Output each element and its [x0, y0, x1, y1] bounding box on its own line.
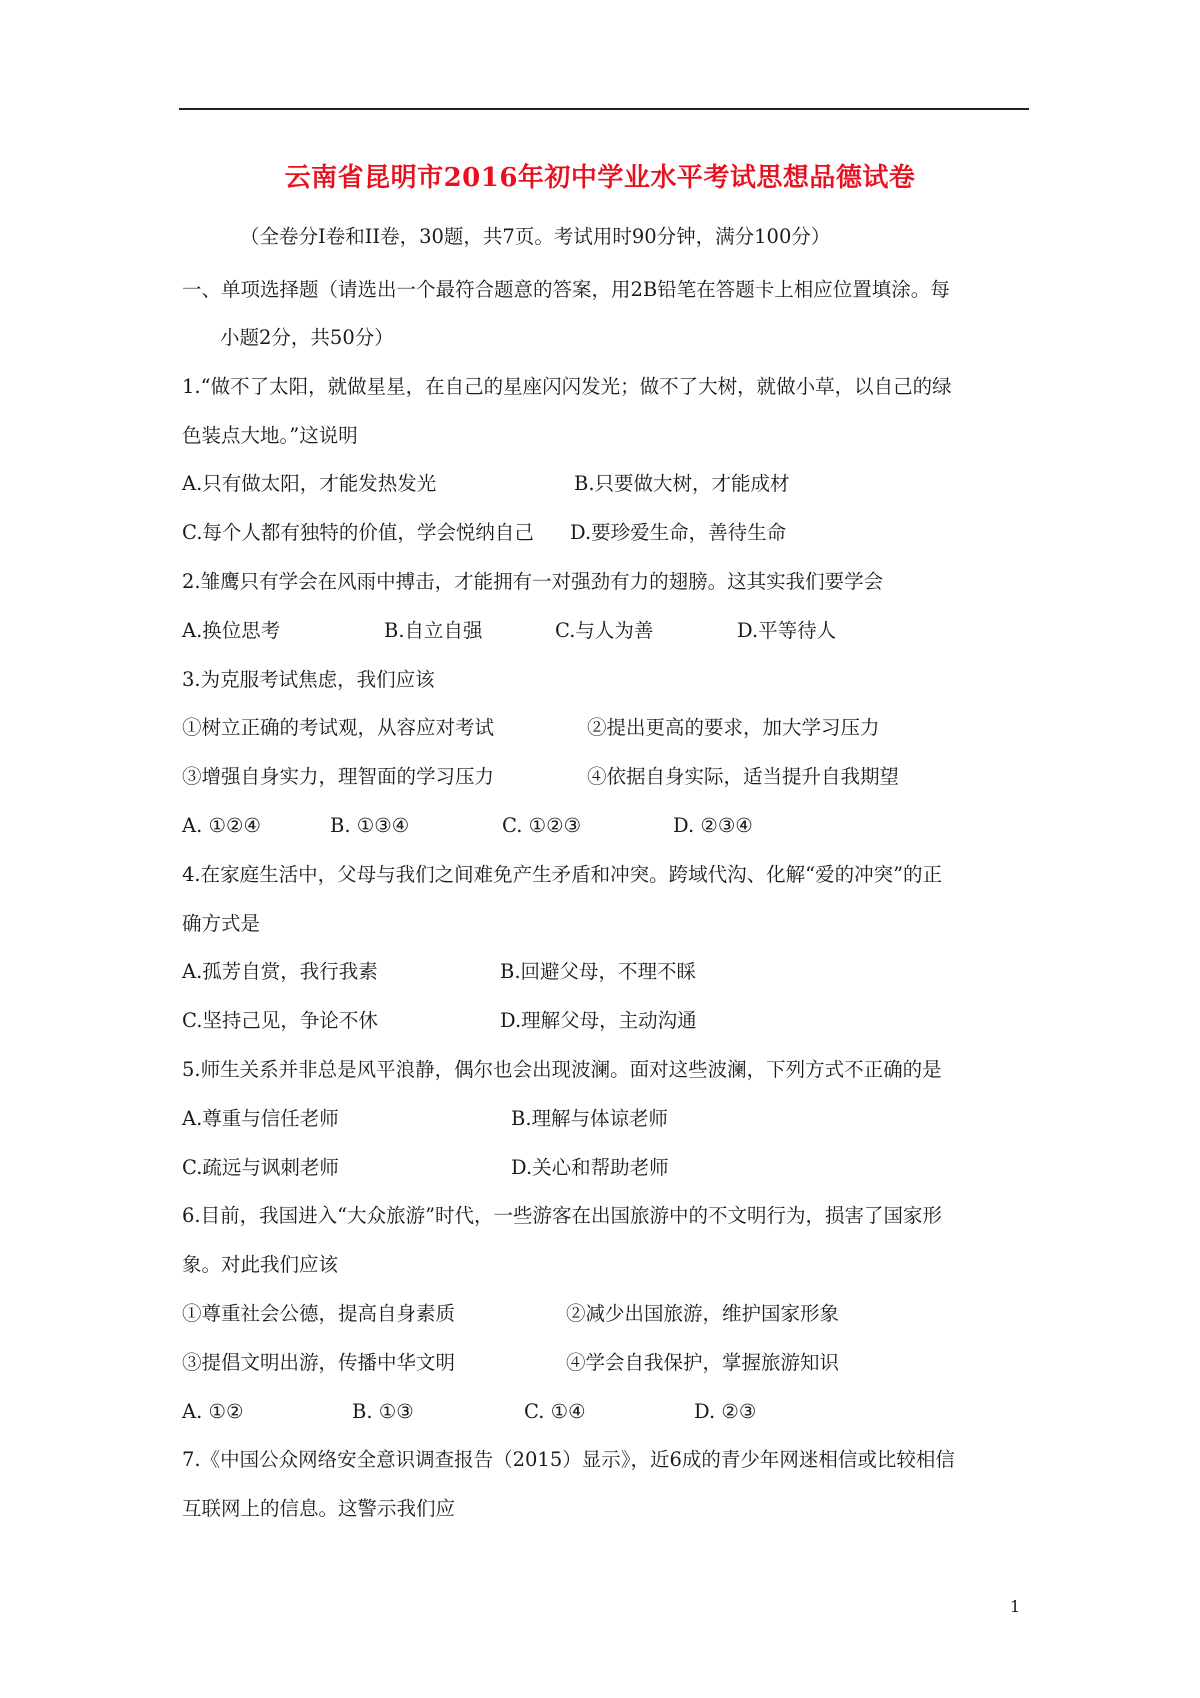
page-title: 云南省昆明市2016年初中学业水平考试思想品德试卷 [284, 163, 916, 193]
question-7-stem: 7.《中国公众网络安全意识调查报告（2015）显示》，近6成的青少年网迷相信或比较相信 [182, 1448, 955, 1471]
question-7-stem-cont: 互联网上的信息。这警示我们应 [182, 1497, 456, 1520]
question-4-option-d: D.理解父母，主动沟通 [500, 1009, 697, 1032]
question-6-statement-4: ④学会自我保护，掌握旅游知识 [566, 1351, 840, 1374]
question-6-option-a: A. ①② [182, 1400, 244, 1423]
question-6-option-d: D. ②③ [694, 1400, 757, 1423]
question-6-stem: 6.目前，我国进入“大众旅游”时代，一些游客在出国旅游中的不文明行为，损害了国家形 [182, 1204, 943, 1227]
question-5-option-d: D.关心和帮助老师 [511, 1156, 669, 1179]
question-3-stem: 3.为克服考试焦虑，我们应该 [182, 668, 435, 691]
question-1-option-a: A.只有做太阳，才能发热发光 [182, 472, 437, 495]
question-4-option-c: C.坚持己见，争论不休 [182, 1009, 378, 1032]
question-3-statement-3: ③增强自身实力，理智面的学习压力 [182, 765, 495, 788]
question-1-option-c: C.每个人都有独特的价值，学会悦纳自己 [182, 521, 534, 544]
question-2-option-c: C.与人为善 [555, 619, 654, 642]
question-6-statement-2: ②减少出国旅游，维护国家形象 [566, 1302, 840, 1325]
question-3-statement-1: ①树立正确的考试观，从容应对考试 [182, 716, 495, 739]
question-3-option-d: D. ②③④ [673, 814, 753, 837]
question-1-stem: 1.“做不了太阳，就做星星，在自己的星座闪闪发光；做不了大树，就做小草，以自己的绿 [182, 375, 952, 398]
question-6-option-c: C. ①④ [524, 1400, 586, 1423]
exam-info: （全卷分I卷和II卷，30题，共7页。考试用时90分钟，满分100分） [240, 225, 831, 248]
question-4-option-b: B.回避父母，不理不睬 [500, 960, 697, 983]
question-2-option-a: A.换位思考 [182, 619, 281, 642]
question-5-stem: 5.师生关系并非总是风平浪静，偶尔也会出现波澜。面对这些波澜，下列方式不正确的是 [182, 1058, 942, 1081]
question-5-option-b: B.理解与体谅老师 [511, 1107, 669, 1130]
question-1-option-b: B.只要做大树，才能成材 [574, 472, 790, 495]
question-1-option-d: D.要珍爱生命，善待生命 [570, 521, 787, 544]
question-3-option-c: C. ①②③ [502, 814, 582, 837]
question-2-stem: 2.雏鹰只有学会在风雨中搏击，才能拥有一对强劲有力的翅膀。这其实我们要学会 [182, 570, 884, 593]
question-4-stem-cont: 确方式是 [182, 912, 261, 935]
question-3-statement-2: ②提出更高的要求，加大学习压力 [587, 716, 880, 739]
question-6-stem-cont: 象。对此我们应该 [182, 1253, 339, 1276]
question-6-option-b: B. ①③ [352, 1400, 414, 1423]
section-heading-cont: 小题2分，共50分） [220, 326, 394, 349]
question-4-stem: 4.在家庭生活中，父母与我们之间难免产生矛盾和冲突。跨域代沟、化解“爱的冲突”的正 [182, 863, 943, 886]
question-6-statement-1: ①尊重社会公德，提高自身素质 [182, 1302, 456, 1325]
question-6-statement-3: ③提倡文明出游，传播中华文明 [182, 1351, 456, 1374]
question-5-option-a: A.尊重与信任老师 [182, 1107, 339, 1130]
question-1-stem-cont: 色装点大地。”这说明 [182, 424, 358, 447]
header-rule [179, 108, 1029, 110]
question-3-statement-4: ④依据自身实际，适当提升自我期望 [587, 765, 900, 788]
question-3-option-a: A. ①②④ [182, 814, 261, 837]
question-4-option-a: A.孤芳自赏，我行我素 [182, 960, 378, 983]
page-number: 1 [1010, 1597, 1021, 1616]
section-heading: 一、单项选择题（请选出一个最符合题意的答案，用2B铅笔在答题卡上相应位置填涂。每 [182, 278, 950, 301]
question-5-option-c: C.疏远与讽刺老师 [182, 1156, 339, 1179]
question-3-option-b: B. ①③④ [330, 814, 410, 837]
question-2-option-d: D.平等待人 [737, 619, 837, 642]
question-2-option-b: B.自立自强 [384, 619, 483, 642]
